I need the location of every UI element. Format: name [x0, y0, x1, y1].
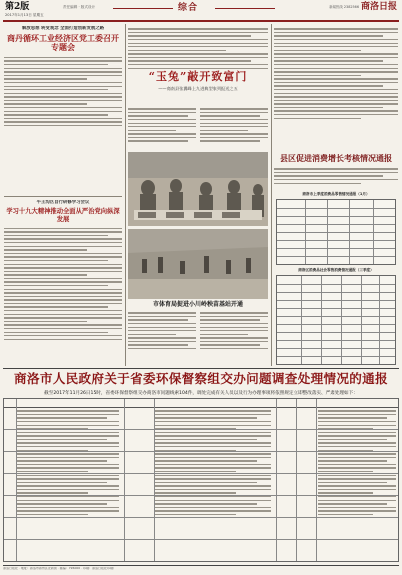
story5-photo [128, 229, 268, 299]
table1 [276, 199, 396, 265]
story2-kicker: 牛王沟区自行研修学习会议 [36, 200, 90, 205]
banner-top-rule [3, 368, 399, 369]
page-number: 第2版 [5, 2, 30, 12]
story4-headline: 县区促进消费增长考核情况通报 [280, 153, 392, 163]
playground-photo-image [128, 229, 268, 299]
section-deco-left [113, 8, 173, 9]
notice-col-handling [155, 408, 271, 560]
story4-lead [274, 166, 398, 192]
story3-headline: “玉兔”敲开致富门 [148, 70, 248, 83]
story1-body [4, 57, 122, 126]
table2-title: 商洛区消费品社会零售消费情况通报（三季度） [298, 268, 374, 272]
col-rule-2 [271, 24, 272, 366]
notice-col-accountability [318, 408, 396, 560]
story5-caption: 市体育局捉进小川岭秧苗基站开通 [152, 301, 243, 308]
story1-headline: 商丹循环工业经济区党工委召开专题会 [7, 33, 119, 53]
divider-col1 [4, 196, 122, 197]
notice-col-issue [17, 408, 119, 560]
story3-head-block [128, 64, 268, 104]
story5-body-b [200, 310, 268, 366]
col3-upper-text [274, 26, 398, 152]
section-deco-right [215, 8, 275, 9]
story2-headline: 学习十九大精神推动全面从严治党向纵深发展 [6, 208, 120, 223]
story2-body [4, 228, 122, 340]
masthead [3, 2, 399, 22]
story2 [4, 200, 122, 365]
table2 [276, 275, 396, 365]
hotline: 新闻热线 2382566 [329, 5, 359, 9]
story3-body-a [128, 106, 196, 154]
workers-photo-image [128, 152, 268, 226]
story1 [4, 26, 122, 142]
story3-subhead: ——商南县张翼峰上九进典型家列报送之五 [158, 86, 238, 92]
story3-photo [128, 152, 268, 226]
story1-kicker: 解放思想 转变观念 全面打造创新发展之路 [21, 26, 105, 31]
newspaper-name: 商洛日报 [360, 2, 397, 12]
notice-subline: 截至2017年11月26日15时，省委环保督察组交办商洛市问题线索104件，调处完成有关人员以及行为办理事项将依照规定立即整改落实、严肃处理如下： [44, 391, 358, 396]
edit-line: 责任编辑 · 版式设计 [63, 5, 96, 9]
notice-headline: 商洛市人民政府关于省委环保督察组交办问题调查处理情况的通报 [14, 371, 388, 386]
notice-banner [3, 371, 399, 389]
footer-rule [3, 565, 399, 566]
footer: 商洛日报社 · 地址：商洛市商州区北新街 · 邮编：726000 · 印刷：商洛日报社印刷厂 [3, 567, 117, 570]
page-date: 2017年1月13日 星期五 [5, 13, 44, 17]
story5-body-a [128, 310, 196, 366]
story3-body-b [200, 106, 268, 154]
col-rule-1 [125, 24, 126, 366]
section-title: 综合 [178, 3, 199, 13]
masthead-rule [3, 20, 399, 22]
table1-title: 商洛市上季度消费品零售情况通报（1月） [302, 192, 370, 196]
